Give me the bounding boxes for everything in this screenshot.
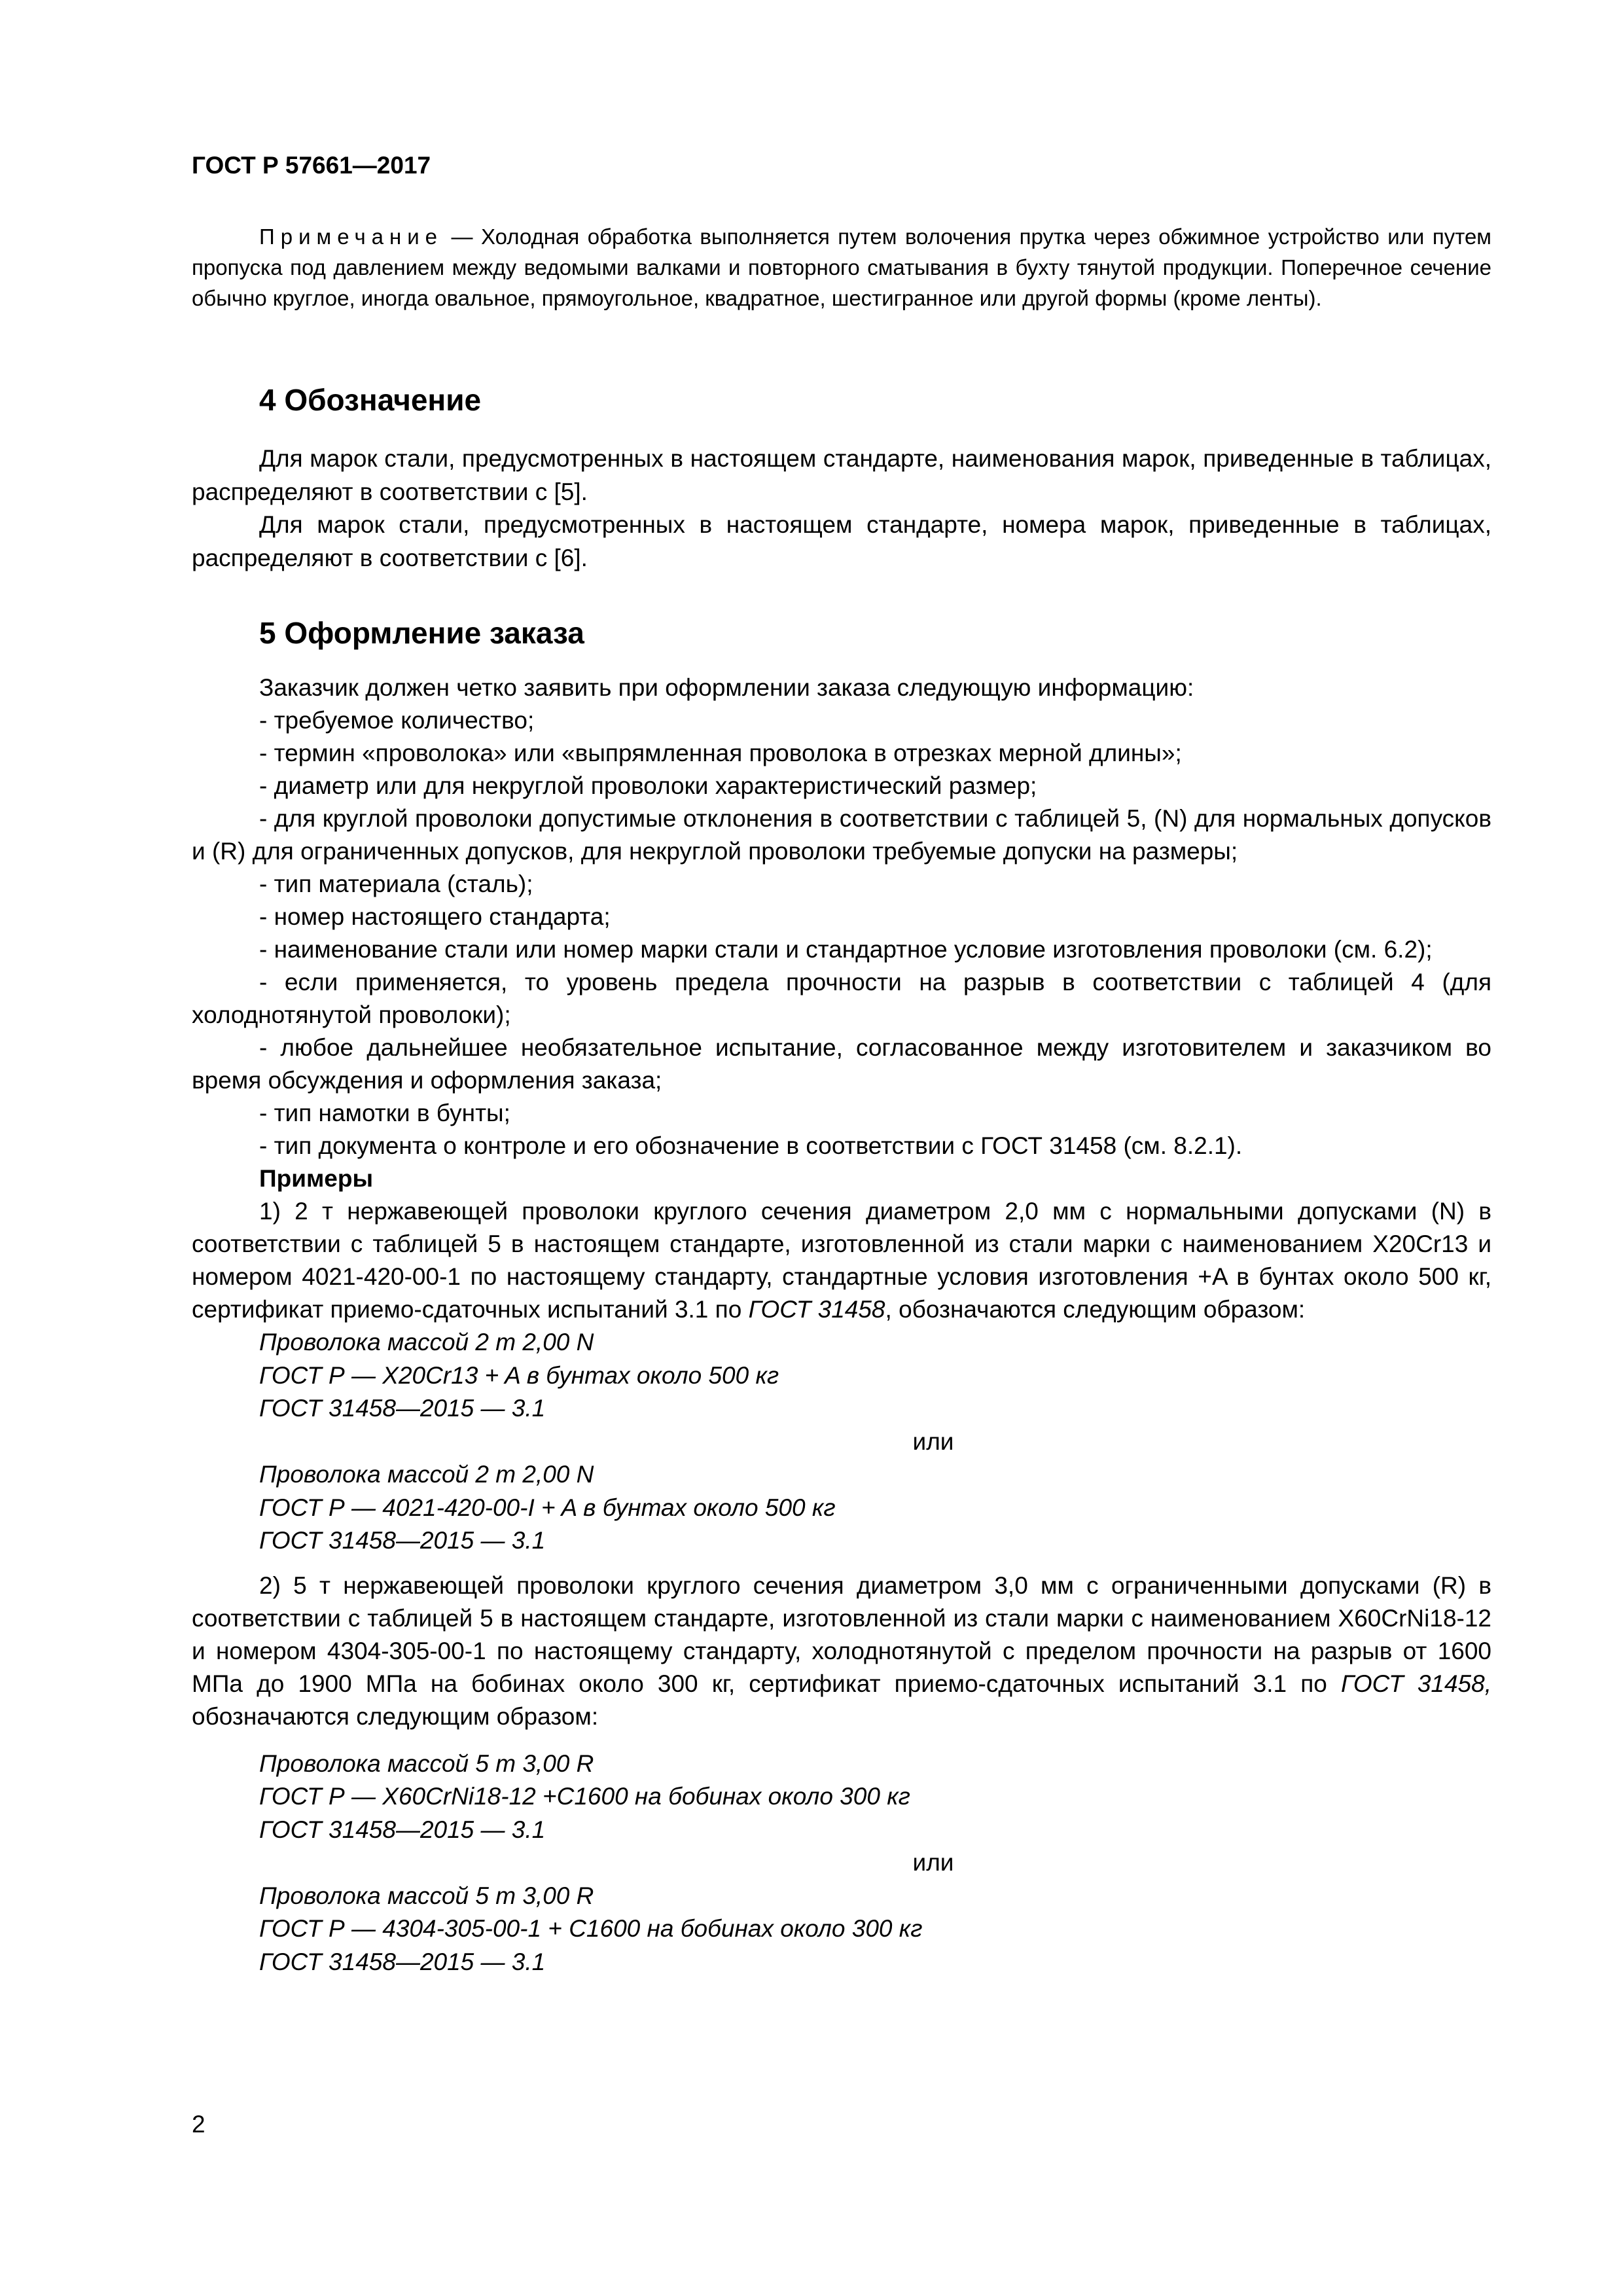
designation-line: ГОСТ Р — X60CrNi18-12 +C1600 на бобинах около 300 кг: [259, 1783, 910, 1810]
list-item: - если применяется, то уровень предела прочности на разрыв в соответствии с таблицей 4 (для холоднотянутой проволоки);: [192, 969, 1491, 1028]
list-item: - наименование стали или номер марки стали и стандартное условие изготовления проволоки (см. 6.2);: [259, 936, 1433, 963]
note-text: — Холодная обработка выполняется путем волочения прутка через обжимное устройство или путем пропуска под давлением между ведомыми валками и повторного сматывания в бухту тянутой продукции. Поперечное сечение обычно круглое, иногда овальное, прямоугольное, квадратное, шестигранное или другой формы (кроме ленты).: [192, 224, 1491, 310]
examples-heading: Примеры: [259, 1165, 374, 1192]
example-1-ref: ГОСТ 31458: [748, 1296, 885, 1323]
designation-line: ГОСТ 31458—2015 — 3.1: [259, 1948, 546, 1975]
designation-line: Проволока массой 5 т 3,00 R: [259, 1749, 594, 1777]
section-5-intro: Заказчик должен четко заявить при оформлении заказа следующую информацию:: [259, 674, 1194, 701]
example-2-designation-b: [192, 1880, 1491, 1979]
note-label: Примечание: [259, 224, 444, 249]
note-paragraph: [192, 221, 1491, 314]
designation-line: Проволока массой 2 т 2,00 N: [259, 1461, 594, 1488]
example-2-text-main: 2) 5 т нержавеющей проволоки круглого сечения диаметром 3,0 мм с ограниченными допусками (R) в соответствии с таблицей 5 в настоящем стандарте, изготовленной из стали марки с наименованием X60CrNi18-12 и номером 4304-305-00-1 по настоящему стандарту, холоднотянутой с пределом прочности на разрыв от 1600 МПа до 1900 МПа на бобинах около 300 кг, сертификат приемо-сдаточных испытаний 3.1 по: [192, 1571, 1491, 1697]
section-4-paragraph: Для марок стали, предусмотренных в настоящем стандарте, номера марок, приведенные в таблицах, распределяют в соответствии с [6].: [192, 511, 1491, 571]
example-1-text-main: 1) 2 т нержавеющей проволоки круглого сечения диаметром 2,0 мм с нормальными допусками (N) в соответствии с таблицей 5 в настоящем стандарте, изготовленной из стали марки с наименованием X20Cr13 и номером 4021-420-00-1 по настоящему стандарту, стандартные условия изготовления +A в бунтах около 500 кг, сертификат приемо-сдаточных испытаний 3.1 по: [192, 1198, 1491, 1323]
list-item: - диаметр или для некруглой проволоки характеристический размер;: [259, 772, 1037, 799]
designation-line: ГОСТ Р — 4304-305-00-1 + C1600 на бобинах около 300 кг: [259, 1915, 923, 1942]
list-item: - номер настоящего стандарта;: [259, 903, 611, 930]
document-header: ГОСТ Р 57661—2017: [192, 152, 431, 179]
designation-line: ГОСТ Р — X20Cr13 + A в бунтах около 500 кг: [259, 1361, 779, 1389]
list-item: - для круглой проволоки допустимые отклонения в соответствии с таблицей 5, (N) для нормальных допусков и (R) для ограниченных допусков, для некруглой проволоки требуемые допуски на размеры;: [192, 805, 1491, 865]
designation-line: Проволока массой 2 т 2,00 N: [259, 1329, 594, 1355]
example-2-text: [192, 1570, 1491, 1733]
section-5-title: 5 Оформление заказа: [259, 616, 584, 650]
list-item: - требуемое количество;: [259, 707, 535, 734]
designation-line: ГОСТ 31458—2015 — 3.1: [259, 1527, 546, 1554]
page-number: 2: [192, 2111, 205, 2138]
or-label: или: [912, 1427, 954, 1455]
designation-line: ГОСТ 31458—2015 — 3.1: [259, 1816, 546, 1843]
designation-line: Проволока массой 5 т 3,00 R: [259, 1882, 594, 1909]
section-4-paragraph: Для марок стали, предусмотренных в настоящем стандарте, наименования марок, приведенные в таблицах, распределяют в соответствии с [5].: [192, 445, 1491, 505]
designation-line: ГОСТ 31458—2015 — 3.1: [259, 1395, 546, 1422]
section-4-body: [192, 442, 1491, 575]
list-item: - тип материала (сталь);: [259, 870, 533, 897]
example-1-designation-b: [192, 1458, 1491, 1558]
list-item: - тип документа о контроле и его обозначение в соответствии с ГОСТ 31458 (см. 8.2.1).: [259, 1132, 1243, 1159]
example-1-text: [192, 1195, 1491, 1326]
example-2-designation-a: [192, 1748, 1491, 1847]
designation-line: ГОСТ Р — 4021-420-00-I + A в бунтах около 500 кг: [259, 1494, 836, 1521]
example-2-text-end: обозначаются следующим образом:: [192, 1702, 599, 1730]
list-item: - термин «проволока» или «выпрямленная проволока в отрезках мерной длины»;: [259, 740, 1182, 766]
list-item: - любое дальнейшее необязательное испытание, согласованное между изготовителем и заказчиком во время обсуждения и оформления заказа;: [192, 1034, 1491, 1094]
section-5-body: [192, 672, 1491, 1979]
or-label: или: [912, 1849, 954, 1876]
example-2-ref: ГОСТ 31458,: [1340, 1670, 1491, 1697]
list-item: - тип намотки в бунты;: [259, 1100, 510, 1126]
section-4-title: 4 Обозначение: [259, 383, 482, 417]
example-1-text-end: , обозначаются следующим образом:: [885, 1296, 1306, 1323]
example-1-designation-a: [192, 1326, 1491, 1426]
